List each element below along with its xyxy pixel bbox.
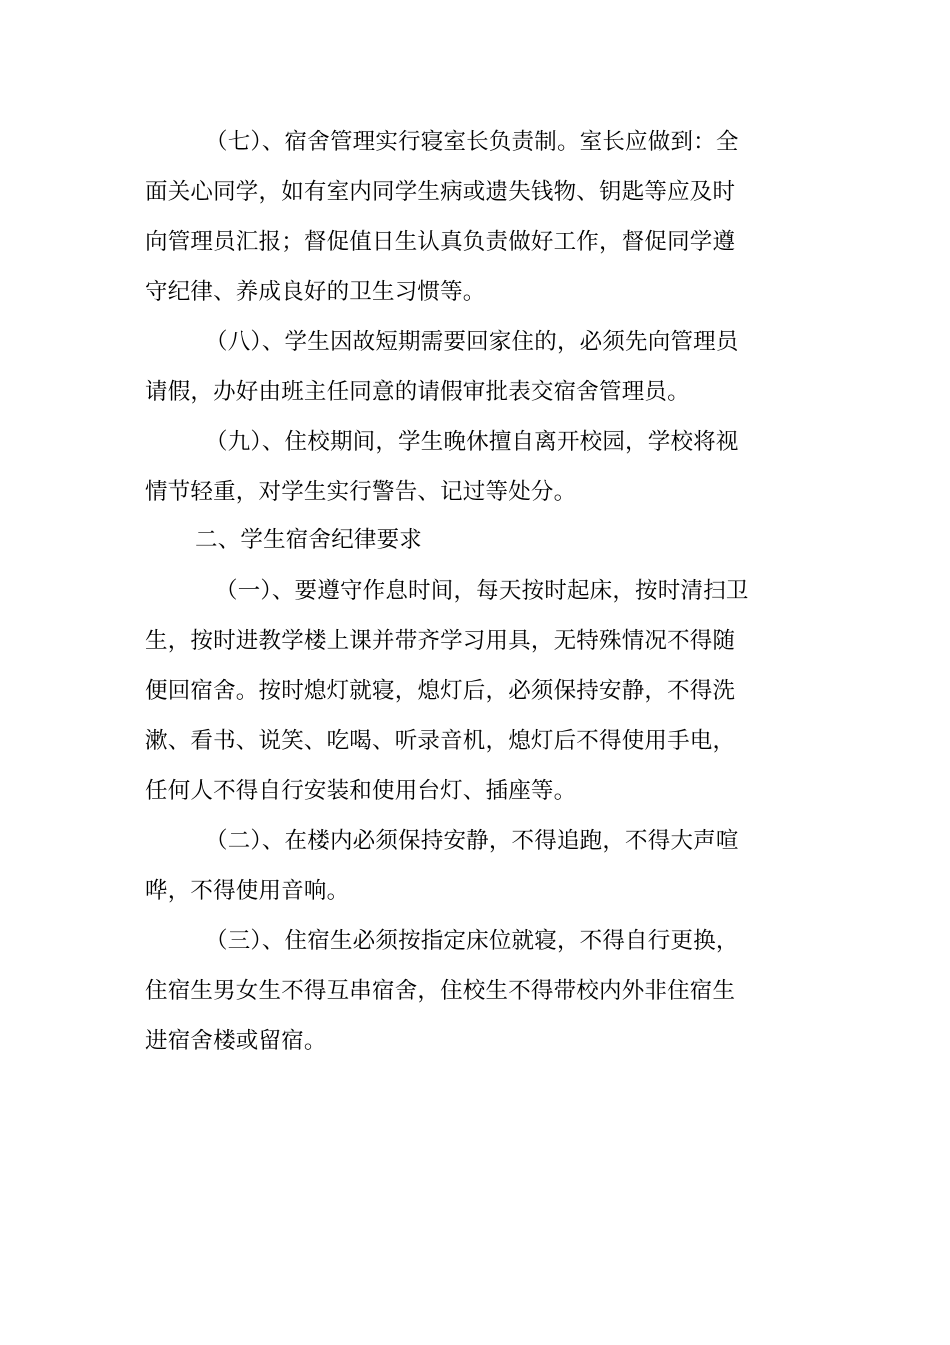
paragraph-8-line-1: （八）、学生因故短期需要回家住的，必须先向管理员 (205, 329, 739, 355)
paragraph-9-line-1: （九）、住校期间，学生晚休擅自离开校园，学校将视 (205, 429, 739, 455)
paragraph-7-line-2: 面关心同学，如有室内同学生病或遗失钱物、钥匙等应及时 (145, 179, 736, 205)
rule-2-line-2: 哗，不得使用音响。 (145, 878, 350, 904)
paragraph-9-line-2: 情节轻重，对学生实行警告、记过等处分。 (145, 479, 577, 505)
rule-3-line-3: 进宿舍楼或留宿。 (145, 1028, 327, 1054)
paragraph-7-line-3: 向管理员汇报；督促值日生认真负责做好工作，督促同学遵 (145, 229, 736, 255)
rule-1-line-5: 任何人不得自行安装和使用台灯、插座等。 (145, 778, 577, 804)
paragraph-7-line-1: （七）、宿舍管理实行寝室长负责制。室长应做到：全 (205, 129, 739, 155)
paragraph-8-line-2: 请假，办好由班主任同意的请假审批表交宿舍管理员。 (145, 379, 690, 405)
rule-3-line-1: （三）、住宿生必须按指定床位就寝，不得自行更换， (205, 928, 739, 954)
rule-1-line-2: 生，按时进教学楼上课并带齐学习用具，无特殊情况不得随 (145, 628, 736, 654)
rule-2-line-1: （二）、在楼内必须保持安静，不得追跑，不得大声喧 (205, 828, 739, 854)
rule-1-line-1: （一）、要遵守作息时间，每天按时起床，按时清扫卫 (215, 578, 749, 604)
rule-3-line-2: 住宿生男女生不得互串宿舍，住校生不得带校内外非住宿生 (145, 978, 736, 1004)
rule-1-line-3: 便回宿舍。按时熄灯就寝，熄灯后，必须保持安静，不得洗 (145, 678, 736, 704)
rule-1-line-4: 漱、看书、说笑、吃喝、听录音机，熄灯后不得使用手电， (145, 728, 736, 754)
paragraph-7-line-4: 守纪律、养成良好的卫生习惯等。 (145, 279, 486, 305)
section-heading: 二、学生宿舍纪律要求 (195, 527, 423, 553)
